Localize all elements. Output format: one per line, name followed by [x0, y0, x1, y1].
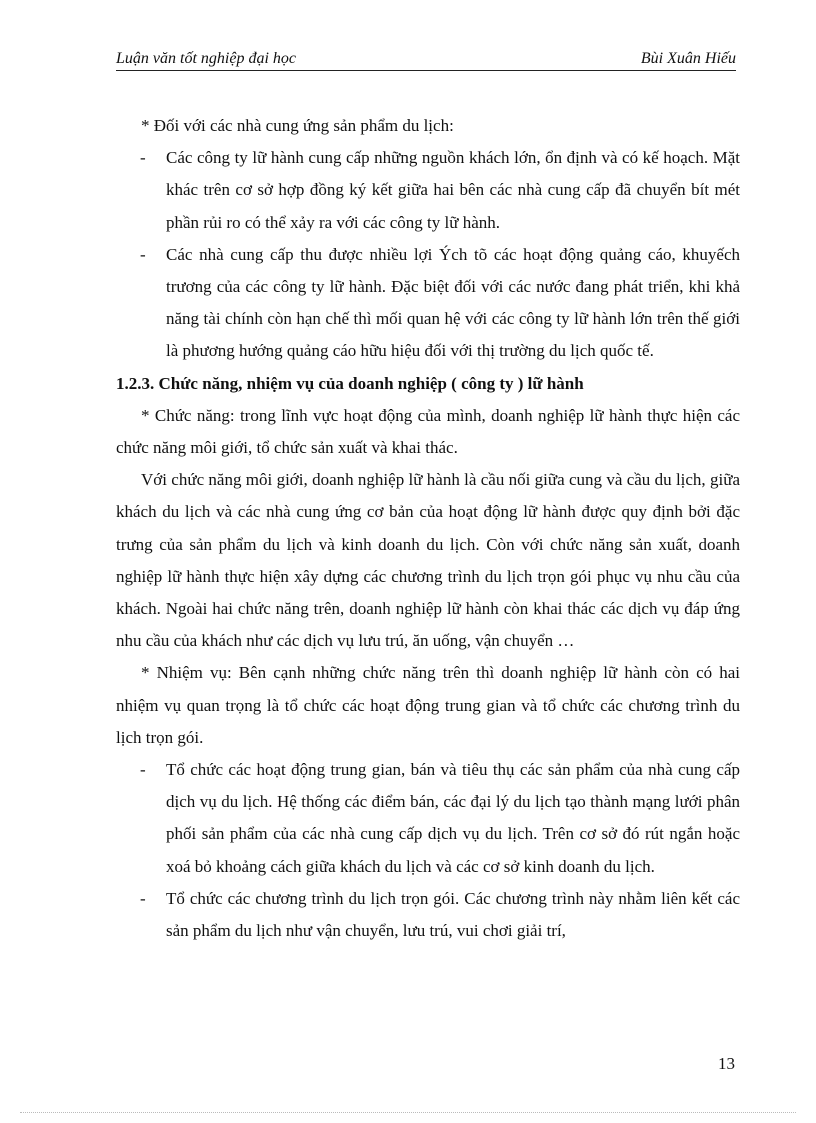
bullet-text: Tổ chức các chương trình du lịch trọn gói. Các chương trình này nhằm liên kết các sản phẩm du lịch như vận chuyển, lưu trú, vui chơi giải trí,	[166, 888, 740, 941]
broker-paragraph: Với chức năng môi giới, doanh nghiệp lữ hành là cầu nối giữa cung và cầu du lịch, giữa khách du lịch và các nhà cung ứng cơ bản của hoạt động lữ hành được quy định bởi đặc trưng của sản phẩm du lịch và kinh doanh du lịch. Còn với chức năng sản xuất, doanh nghiệp lữ hành thực hiện xây dựng các chương trình du lịch trọn gói phục vụ nhu cầu của khách. Ngoài hai chức năng trên, doanh nghiệp lữ hành còn khai thác các dịch vụ đáp ứng nhu cầu của khách như các dịch vụ lưu trú, ăn uống, vận chuyển …	[116, 470, 740, 651]
page-number: 13	[718, 1054, 735, 1073]
bullet-text: Các công ty lữ hành cung cấp những nguồn khách lớn, ổn định và có kế hoạch. Mặt khác trên cơ sở hợp đồng ký kết giữa hai bên các nhà cung cấp đã chuyển bít mét phần rủi ro có thể xảy ra với các công ty lữ hành.	[166, 148, 740, 232]
list-item	[116, 142, 740, 239]
duty-paragraph: * Nhiệm vụ: Bên cạnh những chức năng trên thì doanh nghiệp lữ hành còn có hai nhiệm vụ quan trọng là tổ chức các hoạt động trung gian và tổ chức các chương trình du lịch trọn gói.	[116, 663, 740, 747]
list-item	[116, 239, 740, 368]
header-author: Bùi Xuân Hiếu	[640, 50, 736, 67]
list-item	[116, 754, 740, 883]
bullet-dash: -	[140, 244, 146, 264]
bullet-text: Các nhà cung cấp thu được nhiều lợi Ých tõ các hoạt động quảng cáo, khuyếch trương của các công ty lữ hành. Đặc biệt đối với các nước đang phát triển, khi khả năng tài chính còn hạn chế thì mối quan hệ với các công ty lữ hành lớn trên thế giới là phương hướng quảng cáo hữu hiệu đối với thị trường du lịch quốc tế.	[166, 244, 740, 361]
bullet-text: Tổ chức các hoạt động trung gian, bán và tiêu thụ các sản phẩm của nhà cung cấp dịch vụ du lịch. Hệ thống các điểm bán, các đại lý du lịch tạo thành mạng lưới phân phối sản phẩm của các nhà cung cấp dịch vụ du lịch. Trên cơ sở đó rút ngắn hoặc xoá bỏ khoảng cách giữa khách du lịch và các cơ sở kinh doanh du lịch.	[166, 760, 740, 876]
bullet-dash: -	[140, 148, 146, 168]
page-header	[116, 50, 736, 71]
bullet-dash: -	[140, 760, 146, 780]
document-body	[116, 110, 740, 947]
page-bottom-divider	[20, 1112, 796, 1113]
section-heading: 1.2.3. Chức năng, nhiệm vụ của doanh nghiệp ( công ty ) lữ hành	[116, 373, 584, 393]
function-paragraph: * Chức năng: trong lĩnh vực hoạt động của mình, doanh nghiệp lữ hành thực hiện các chức năng môi giới, tổ chức sản xuất và khai thác.	[116, 405, 740, 458]
header-title: Luận văn tốt nghiệp đại học	[116, 50, 296, 67]
supplier-intro: * Đối với các nhà cung ứng sản phẩm du lịch:	[141, 116, 454, 135]
bullet-dash: -	[140, 888, 146, 908]
list-item	[116, 883, 740, 947]
